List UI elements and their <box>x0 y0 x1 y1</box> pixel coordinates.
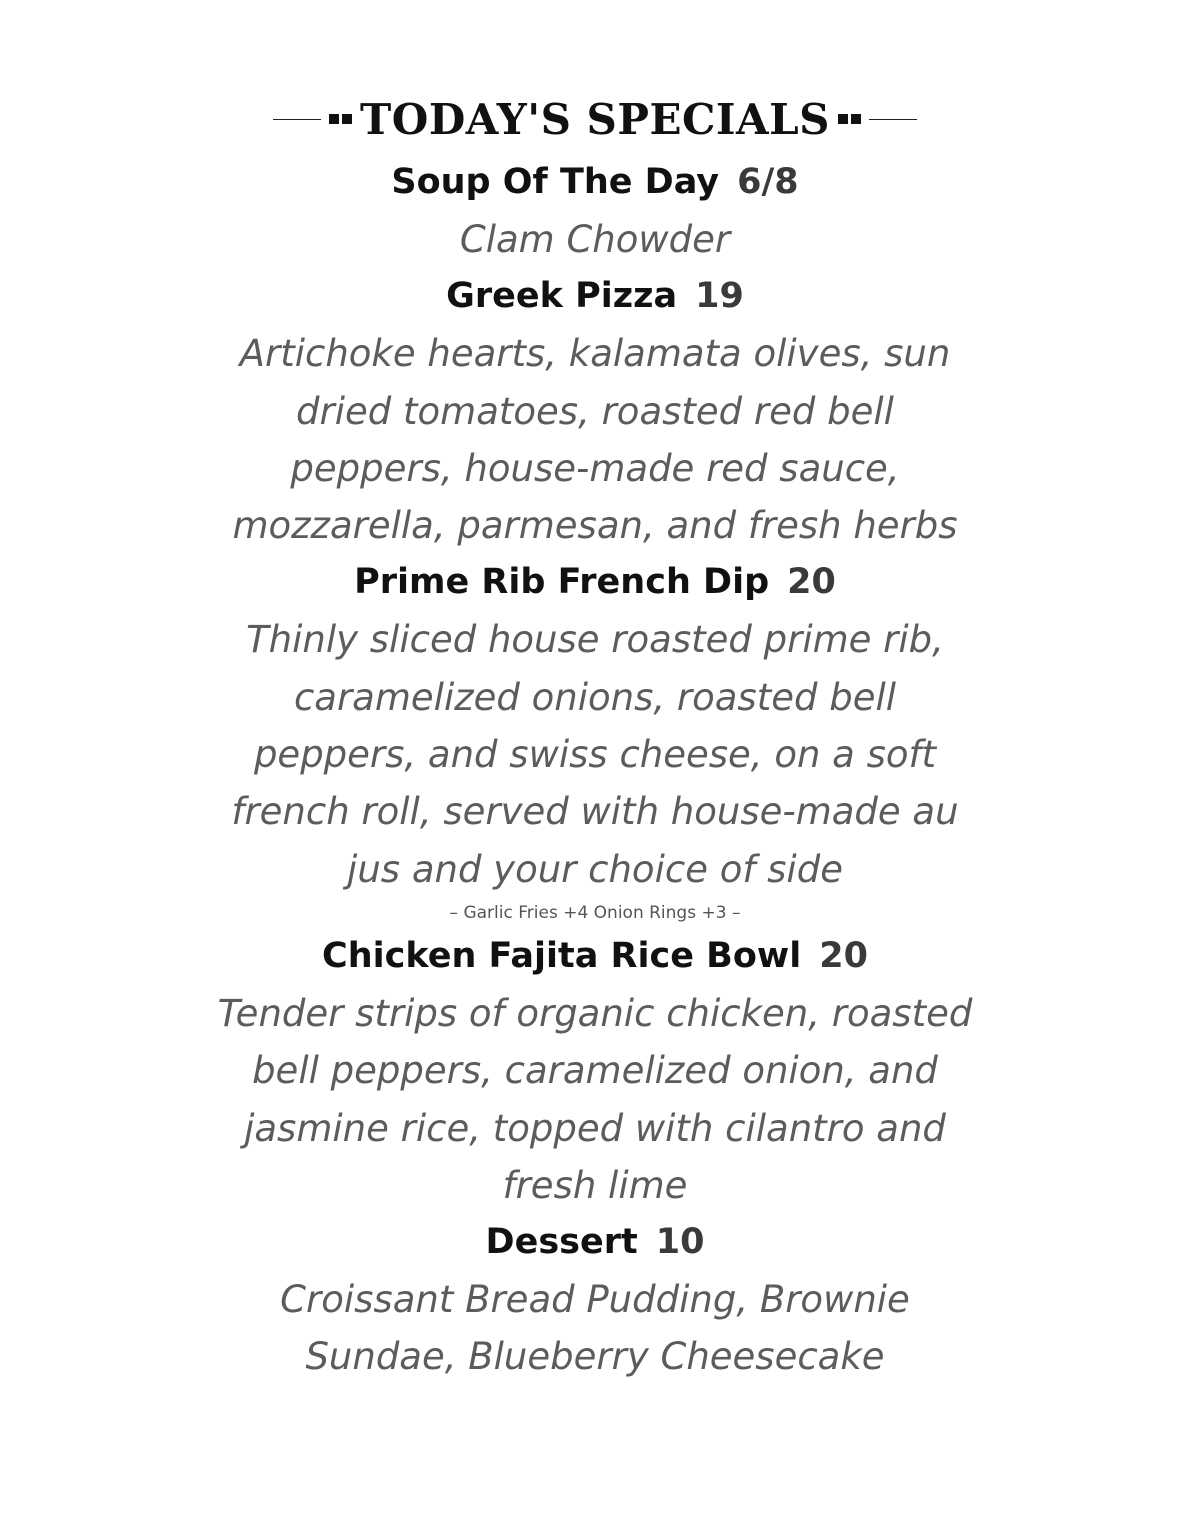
item-description <box>185 985 1005 1214</box>
item-name: Prime Rib French Dip <box>354 562 770 603</box>
side-options-note: – Garlic Fries +4 Onion Rings +3 – <box>449 902 741 923</box>
item-description <box>185 325 1005 554</box>
description-line: jus and your choice of side <box>347 847 843 891</box>
menu-item-chicken-fajita-rice-bowl <box>0 928 1190 1214</box>
menu-item-soup <box>0 154 1190 268</box>
description-line: jasmine rice, topped with cilantro and <box>244 1106 946 1150</box>
menu-item-prime-rib-french-dip <box>0 554 1190 927</box>
description-line: Sundae, Blueberry Cheesecake <box>305 1335 885 1379</box>
menu-item-dessert <box>0 1214 1190 1386</box>
item-name: Soup Of The Day <box>391 162 720 202</box>
item-price: 20 <box>819 935 868 976</box>
menu-header <box>0 88 1190 150</box>
description-line: caramelized onions, roasted bell <box>293 675 897 719</box>
item-name: Chicken Fajita Rice Bowl <box>322 935 802 976</box>
menu-item-greek-pizza <box>0 268 1190 554</box>
item-price: 20 <box>787 562 836 603</box>
left-square-ornament <box>329 114 352 124</box>
right-square-ornament <box>838 114 861 124</box>
description-line: peppers, house-made red sauce, <box>290 446 900 490</box>
specials-menu <box>0 88 1190 1386</box>
item-price: 6/8 <box>737 162 799 202</box>
description-line: mozzarella, parmesan, and fresh herbs <box>232 504 958 548</box>
right-rule <box>869 119 917 120</box>
description-line: Tender strips of organic chicken, roasted <box>217 991 973 1035</box>
item-price: 10 <box>655 1222 705 1263</box>
description-line: peppers, and swiss cheese, on a soft <box>253 733 937 777</box>
description-line: dried tomatoes, roasted red bell <box>296 389 894 433</box>
description-line: french roll, served with house-made au <box>231 790 959 834</box>
description-line: Artichoke hearts, kalamata olives, sun <box>239 332 951 376</box>
description-line: bell peppers, caramelized onion, and <box>252 1049 938 1093</box>
description-line: Croissant Bread Pudding, Brownie <box>280 1278 910 1322</box>
item-name: Greek Pizza <box>446 276 678 317</box>
description-line: fresh lime <box>502 1163 688 1207</box>
left-rule <box>273 119 321 120</box>
description-line: Clam Chowder <box>459 218 731 261</box>
item-description <box>185 211 1005 268</box>
menu-title: TODAY'S SPECIALS <box>360 94 830 144</box>
item-description <box>185 1271 1005 1386</box>
description-line: Thinly sliced house roasted prime rib, <box>246 618 944 662</box>
item-price: 19 <box>695 276 744 317</box>
item-description <box>185 611 1005 897</box>
item-name: Dessert <box>485 1222 638 1263</box>
